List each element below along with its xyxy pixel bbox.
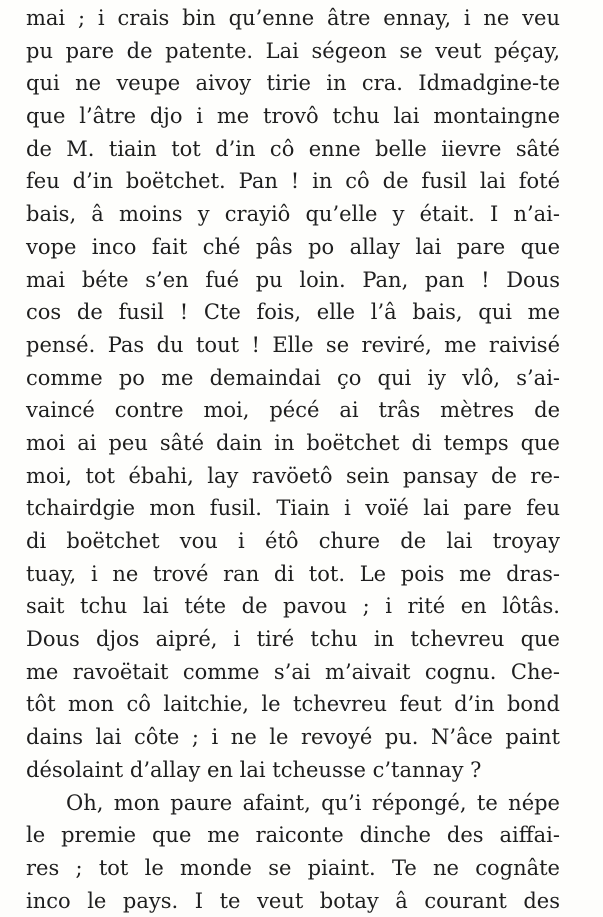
text-line: bais, â moins y crayiô qu’elle y était. I n’ai- (26, 198, 560, 231)
text-line: tchairdgie mon fusil. Tiain i voïé lai pare feu (26, 492, 560, 525)
text-line: de M. tiain tot d’in cô enne belle iievre sâté (26, 133, 560, 166)
text-line: moi, tot ébahi, lay ravöetô sein pansay de re- (26, 460, 560, 493)
text-line: dains lai côte ; i ne le revoyé pu. N’âce paint (26, 721, 560, 754)
text-line: comme po me demaindai ço qui iy vlô, s’ai- (26, 362, 560, 395)
text-line: Dous djos aipré, i tiré tchu in tchevreu que (26, 623, 560, 656)
paragraph-2 (26, 787, 560, 917)
text-line: pu pare de patente. Lai ségeon se veut péçay, (26, 35, 560, 68)
text-line: cos de fusil ! Cte fois, elle l’â bais, qui me (26, 296, 560, 329)
text-line: qui ne veupe aivoy tirie in cra. Idmadgine-te (26, 67, 560, 100)
text-line: Oh, mon paure afaint, qu’i répongé, te népe (26, 787, 560, 820)
text-line: me ravoëtait comme s’ai m’aivait cognu. Che- (26, 656, 560, 689)
page-text (26, 2, 560, 917)
text-line: que l’âtre djo i me trovô tchu lai montaingne (26, 100, 560, 133)
text-line: feu d’in boëtchet. Pan ! in cô de fusil lai foté (26, 165, 560, 198)
text-line: sait tchu lai téte de pavou ; i rité en lôtâs. (26, 590, 560, 623)
text-line: inco le pays. I te veut botay â courant des (26, 885, 560, 917)
paragraph-1 (26, 2, 560, 787)
text-line: di boëtchet vou i étô chure de lai troyay (26, 525, 560, 558)
text-line: mai ; i crais bin qu’enne âtre ennay, i ne veu (26, 2, 560, 35)
text-line: tôt mon cô laitchie, le tchevreu feut d’in bond (26, 688, 560, 721)
text-line: vaincé contre moi, pécé ai trâs mètres de (26, 394, 560, 427)
text-line: vope inco fait ché pâs po allay lai pare que (26, 231, 560, 264)
text-line: pensé. Pas du tout ! Elle se reviré, me raivisé (26, 329, 560, 362)
text-line: res ; tot le monde se piaint. Te ne cognâte (26, 852, 560, 885)
text-line: le premie que me raiconte dinche des aiffai- (26, 819, 560, 852)
text-line: mai béte s’en fué pu loin. Pan, pan ! Dous (26, 264, 560, 297)
text-line: désolaint d’allay en lai tcheusse c’tannay ? (26, 754, 560, 787)
text-line: tuay, i ne trové ran di tot. Le pois me dras- (26, 558, 560, 591)
text-line: moi ai peu sâté dain in boëtchet di temps que (26, 427, 560, 460)
